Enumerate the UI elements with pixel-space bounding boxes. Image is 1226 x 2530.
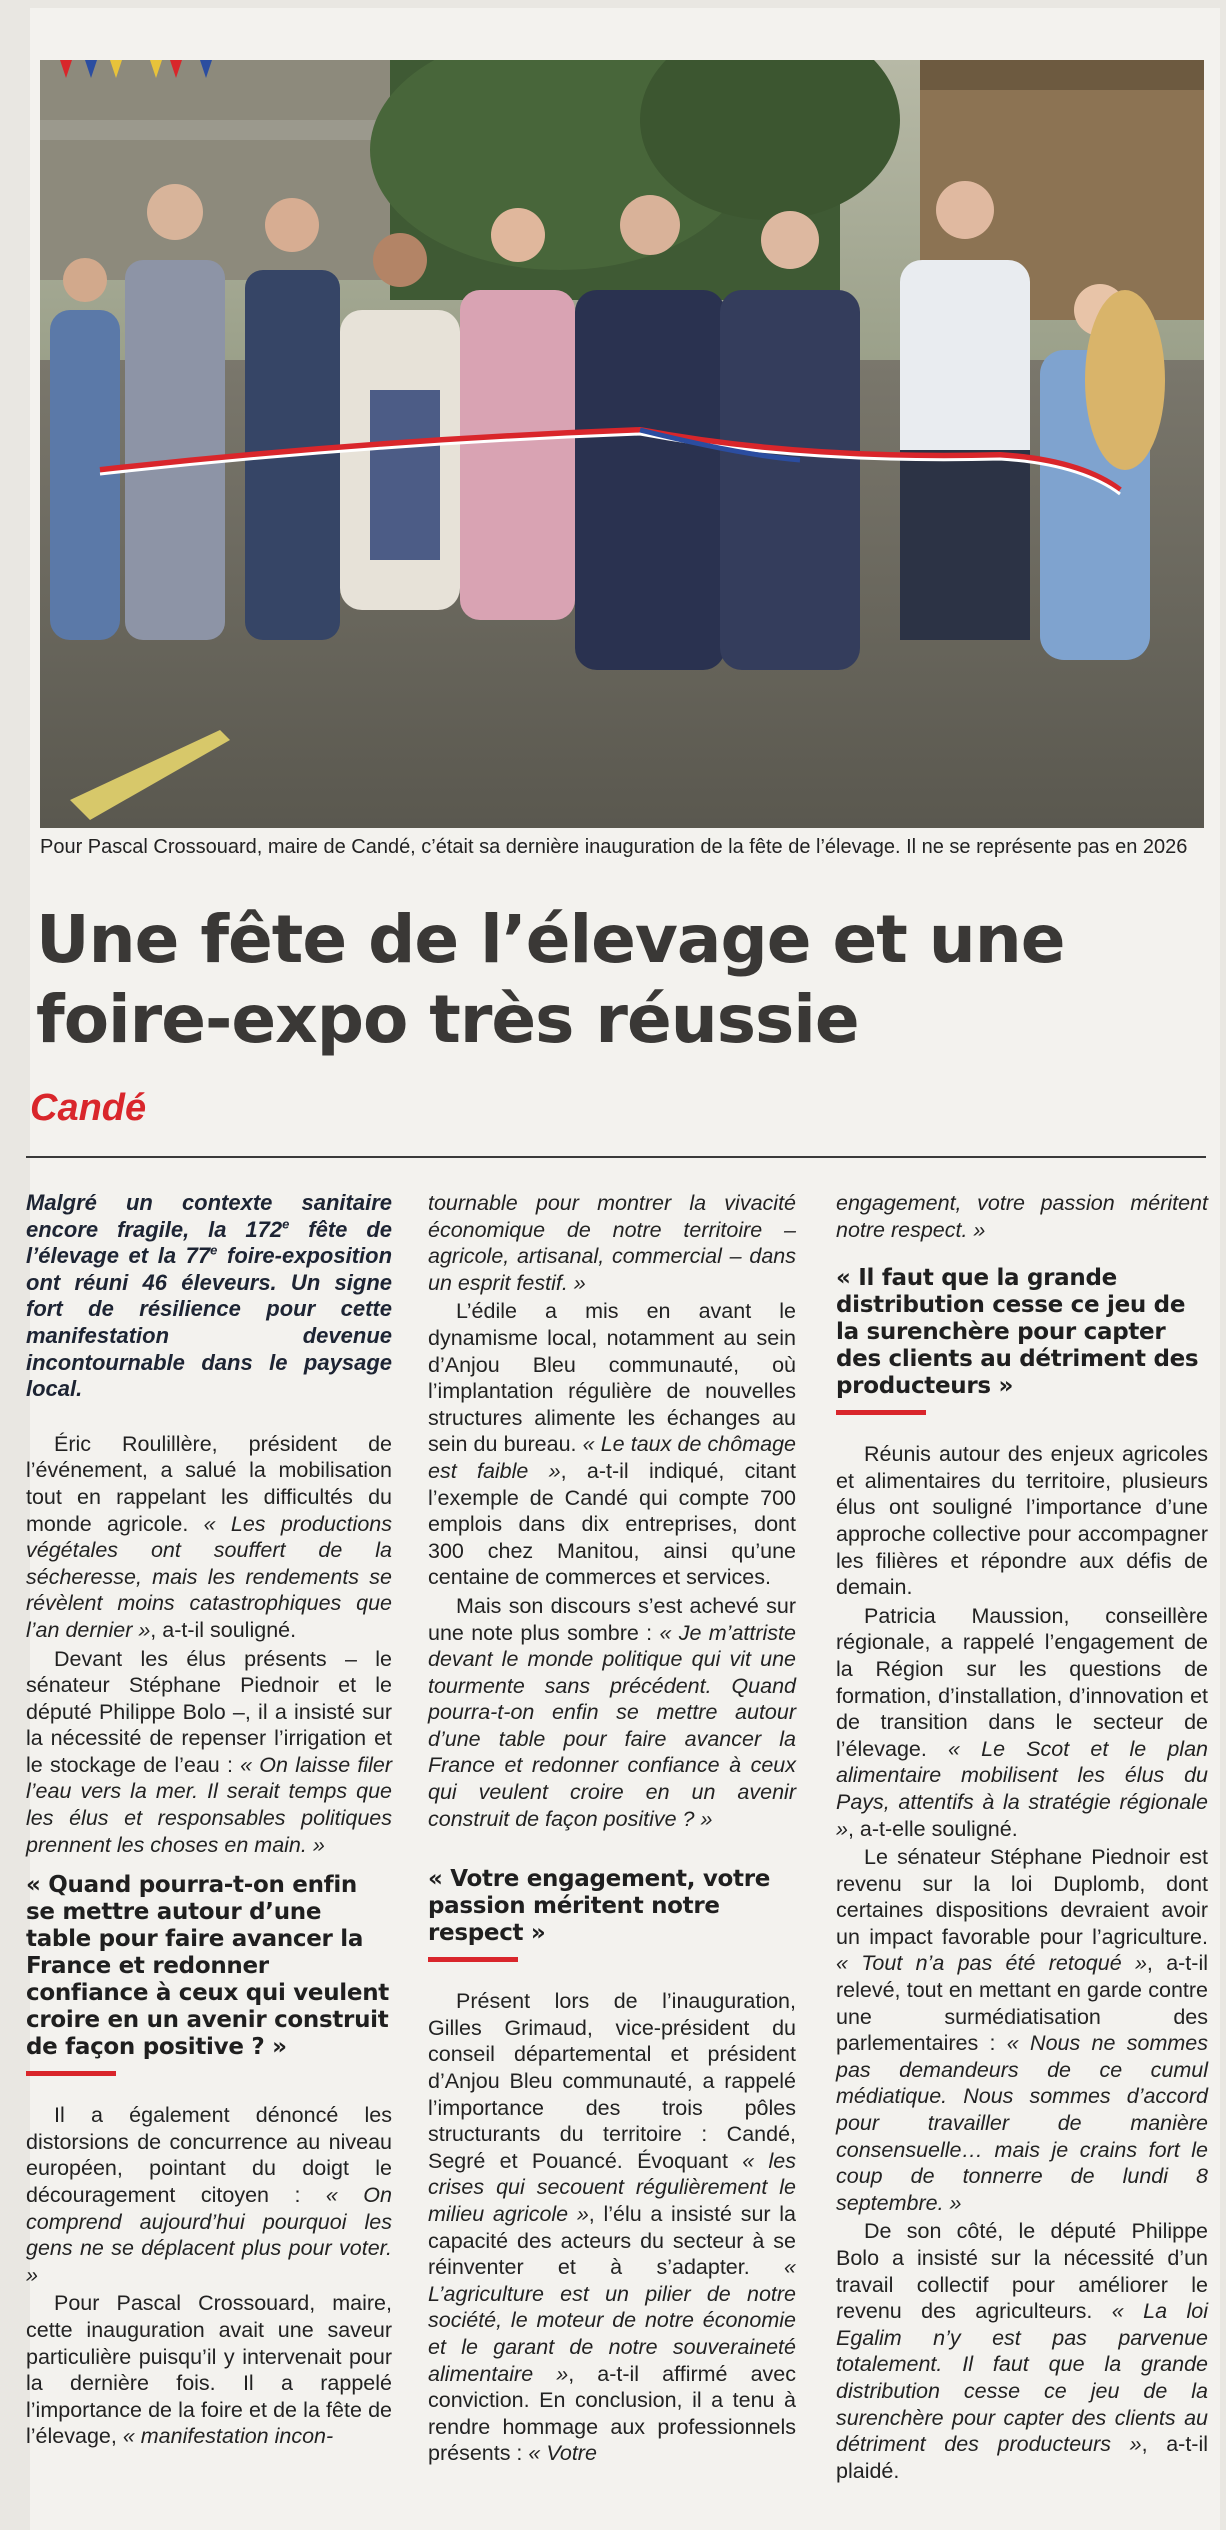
photo-caption: Pour Pascal Crossouard, maire de Candé, c’était sa dernière inauguration de la fête de l’élevage. Il ne se représente pas en 2026 — [40, 836, 1188, 858]
article-paragraph: tournable pour montrer la vivacité économique de notre territoire – agricole, artisanal, commercial – dans un esprit festif. » — [428, 1191, 796, 1295]
col3-paragraphs — [836, 1190, 1208, 1243]
article-location: Candé — [30, 1087, 147, 1129]
quote-divider — [428, 1957, 518, 1962]
pull-quote-1: « Quand pourra-t-on enfin se mettre autour d’une table pour faire avancer la France et redonner confiance à ceux qui veulent croire en un avenir construit de façon positive ? » — [26, 1872, 389, 2061]
col3b-paragraphs — [836, 1441, 1208, 2484]
article-headline: Une fête de l’élevage et une foire-expo très réussie — [36, 901, 1065, 1058]
inauguration-photo — [40, 60, 1204, 828]
article-paragraph: Il a également dénoncé les distorsions de concurrence au niveau européen, pointant du doigt le découragement citoyen : « On comprend aujourd’hui pourquoi les gens ne se déplacent plus pour voter. » — [26, 2103, 392, 2287]
article-paragraph: De son côté, le député Philippe Bolo a insisté sur la nécessité d’un travail collectif pour améliorer le revenu des agriculteurs. « La loi Egalim n’y est pas parvenue totalement. Il faut que la grande distribution cesse ce jeu de la surenchère pour capter des clients au détriment des producteurs », a-t-il plaidé. — [836, 2219, 1209, 2483]
quote-divider — [836, 1410, 926, 1415]
article-paragraph: Patricia Maussion, conseillère régionale, a rappelé l’engagement de la Région sur les questions de formation, d’installation, d’innovation et de transition dans le secteur de l’élevage. « Le Scot et le plan alimentaire mobilisent les élus du Pays, attentifs à la stratégie régionale », a-t-elle souligné. — [836, 1603, 1208, 1841]
article-paragraph: Le sénateur Stéphane Piednoir est revenu sur la loi Duplomb, dont certaines dispositions devraient avoir un impact favorable pour l’agriculture. « Tout n’a pas été retoqué », a-t-il relevé, tout en mettant en garde contre une surmédiatisation des parlementaires : « Nous ne sommes pas demandeurs de ce cumul médiatique. Nous sommes d’accord pour travailler de manière consensuelle… mais je crains fort le coup de tonnerre de lundi 8 septembre. » — [836, 1845, 1208, 2215]
col1-paragraphs — [26, 1431, 392, 1859]
col2b-paragraphs — [428, 1988, 796, 2467]
pull-quote-2: « Votre engagement, votre passion méritent notre respect » — [428, 1866, 771, 1947]
article-paragraph: Devant les élus présents – le sénateur Stéphane Piednoir et le député Philippe Bolo –, il a insisté sur la nécessité de repenser l’irrigation et le stockage de l’eau : « On laisse filer l’eau vers la mer. Il serait temps que les élus et responsables politiques prennent les choses en main. » — [26, 1646, 393, 1857]
col1b-paragraphs — [26, 2102, 392, 2450]
quote-divider — [26, 2071, 116, 2076]
article-column-2 — [428, 1190, 796, 2469]
article-column-3 — [836, 1190, 1208, 2486]
article-paragraph: Éric Roulillère, président de l’événement, a salué la mobilisation tout en rappelant les difficultés du monde agricole. « Les productions végétales ont souffert de la sécheresse, mais les rendements se révèlent moins catastrophiques que l’an dernier », a-t-il souligné. — [26, 1431, 392, 1642]
col2-paragraphs — [428, 1190, 796, 1832]
article-chapo: Malgré un contexte sanitaire encore fragile, la 172e fête de l’élevage et la 77e foire-exposition ont réuni 46 éleveurs. Un signe fort de résilience pour cette manifestation devenue incontournable dans le paysage local. — [26, 1190, 393, 1402]
article-paragraph: Pour Pascal Crossouard, maire, cette inauguration avait une saveur particulière puisqu’il y intervenait pour la dernière fois. Il a rappelé l’importance de la foire et de la fête de l’élevage, « manifestation incon- — [26, 2291, 392, 2449]
article-paragraph: Présent lors de l’inauguration, Gilles Grimaud, vice-président du conseil départemental et président d’Anjou Bleu communauté, a rappelé l’importance des trois pôles structurants du territoire : Candé, Segré et Pouancé. Évoquant « les crises qui secouent régulièrement le milieu agricole », l’élu a insisté sur la capacité des acteurs du secteur à se réinventer et à s’adapter. « L’agriculture est un pilier de notre société, le moteur de notre économie et le garant de notre souveraineté alimentaire », a-t-il affirmé avec conviction. En conclusion, il a tenu à rendre hommage aux professionnels présents : « Votre — [428, 1989, 797, 2466]
pull-quote-3: « Il faut que la grande distribution cesse ce jeu de la surenchère pour capter des clients au détriment des producteurs » — [836, 1265, 1199, 1400]
article-paragraph: engagement, votre passion méritent notre respect. » — [836, 1191, 1208, 1242]
article-paragraph: Réunis autour des enjeux agricoles et alimentaires du territoire, plusieurs élus ont souligné l’importance d’une approche collective pour accompagner les filières et répondre aux défis de demain. — [836, 1442, 1208, 1600]
article-paragraph: L’édile a mis en avant le dynamisme local, notamment au sein d’Anjou Bleu communauté, où l’implantation régulière de nouvelles structures alimente les échanges au sein du bureau. « Le taux de chômage est faible », a-t-il indiqué, citant l’exemple de Candé qui compte 700 emplois dans dix entreprises, dont 300 chez Manitou, ainsi qu’une centaine de commerces et services. — [428, 1299, 797, 1590]
article-column-1 — [26, 1190, 392, 2452]
article-paragraph: Mais son discours s’est achevé sur une note plus sombre : « Je m’attriste devant le monde politique qui vit une tourmente sans précédent. Quand pourra-t-on enfin se mettre autour d’une table pour faire avancer la France et redonner confiance à ceux qui veulent croire en un avenir construit de façon positive ? » — [428, 1593, 796, 1831]
headline-rule — [26, 1156, 1206, 1158]
ribbon-cutting-illustration — [40, 60, 1204, 828]
